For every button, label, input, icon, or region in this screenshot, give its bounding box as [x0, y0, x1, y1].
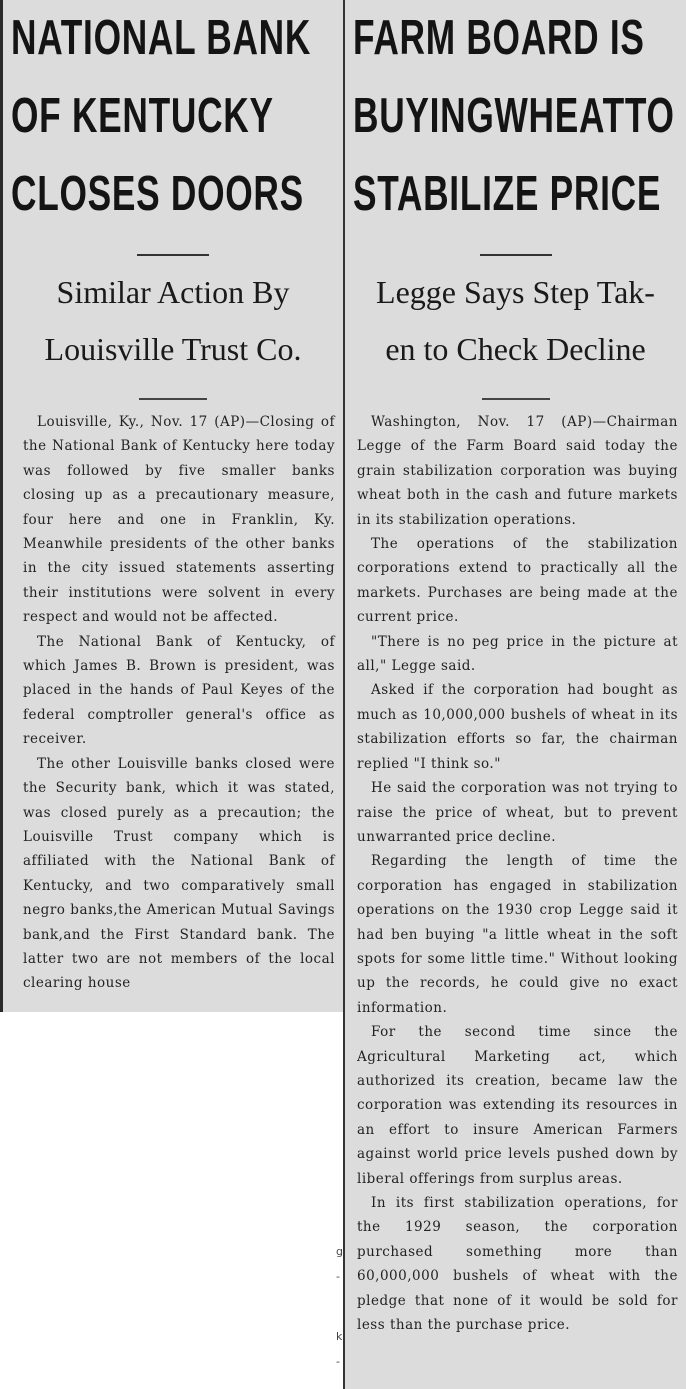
deck-line: en to Check Decline — [385, 331, 646, 367]
headline-line: CLOSES DOORS — [11, 167, 304, 221]
headline-line: STABILIZE PRICE — [353, 167, 662, 221]
headline-line: FARM BOARD IS — [353, 11, 645, 65]
paragraph: Regarding the length of time the corporation has engaged in stabilization operations on the 1930 crop Legge said it had ben buying "a little wheat in the soft spots for some little time." Without looking up the records, he could give no exact information. — [357, 853, 678, 1016]
deck-line: Louisville Trust Co. — [44, 331, 302, 367]
margin-mark: - — [336, 1355, 340, 1368]
headline-rule — [137, 254, 209, 256]
left-article — [0, 0, 343, 1012]
paragraph: For the second time since the Agricultural Marketing act, which authorized its creation, became law the corporation was extending its resources in an effort to insure American Farmers against world price levels pushed down by liberal offerings from surplus areas. — [357, 1024, 678, 1187]
left-headline — [11, 6, 312, 240]
paragraph: "There is no peg price in the picture at all," Legge said. — [357, 633, 678, 675]
right-deck — [345, 264, 686, 378]
headline-rule — [480, 254, 552, 256]
deck-line: Similar Action By — [56, 274, 290, 310]
paragraph: He said the corporation was not trying to raise the price of wheat, but to prevent unwarranted price decline. — [357, 780, 678, 845]
margin-mark: k — [336, 1330, 343, 1343]
paragraph: In its first stabilization operations, for the 1929 season, the corporation purchased something more than 60,000,000 bushels of wheat with the pledge that none of it would be sold for less than the purchase price. — [357, 1195, 678, 1334]
paragraph: Louisville, Ky., Nov. 17 (AP)—Closing of the National Bank of Kentucky here today was followed by five smaller banks closing up as a precautionary measure, four here and one in Franklin, Ky. Meanwhile presidents of the other banks in the city issued statements asserting their institutions were solvent in every respect and would not be affected. — [23, 414, 335, 626]
right-headline — [353, 6, 675, 240]
deck-rule — [482, 398, 550, 400]
deck-line: Legge Says Step Tak- — [376, 274, 655, 310]
left-body — [23, 410, 335, 996]
paragraph: Washington, Nov. 17 (AP)—Chairman Legge of the Farm Board said today the grain stabilization corporation was buying wheat both in the cash and future markets in its stabilization operations. — [357, 414, 678, 528]
headline-line: OF KENTUCKY — [11, 89, 274, 143]
paragraph: The operations of the stabilization corporations extend to practically all the markets. Purchases are being made at the current price. — [357, 536, 678, 626]
margin-mark: - — [336, 1270, 340, 1283]
headline-line: BUYINGWHEATTO — [353, 89, 675, 143]
paragraph: Asked if the corporation had bought as much as 10,000,000 bushels of wheat in its stabilization efforts so far, the chairman replied "I think so." — [357, 682, 678, 772]
paragraph: The other Louisville banks closed were the Security bank, which it was stated, was closed purely as a precaution; the Louisville Trust company which is affiliated with the National Bank of Kentucky, and two comparatively small negro banks,the American Mutual Savings bank,and the First Standard bank. The latter two are not members of the local clearing house — [23, 755, 335, 992]
right-article — [343, 0, 686, 1389]
headline-line: NATIONAL BANK — [11, 11, 312, 65]
right-body — [357, 410, 678, 1337]
margin-mark: g — [336, 1245, 343, 1258]
paragraph: The National Bank of Kentucky, of which James B. Brown is president, was placed in the hands of Paul Keyes of the federal comptroller general's office as receiver. — [23, 633, 335, 748]
left-deck — [3, 264, 343, 378]
deck-rule — [139, 398, 207, 400]
